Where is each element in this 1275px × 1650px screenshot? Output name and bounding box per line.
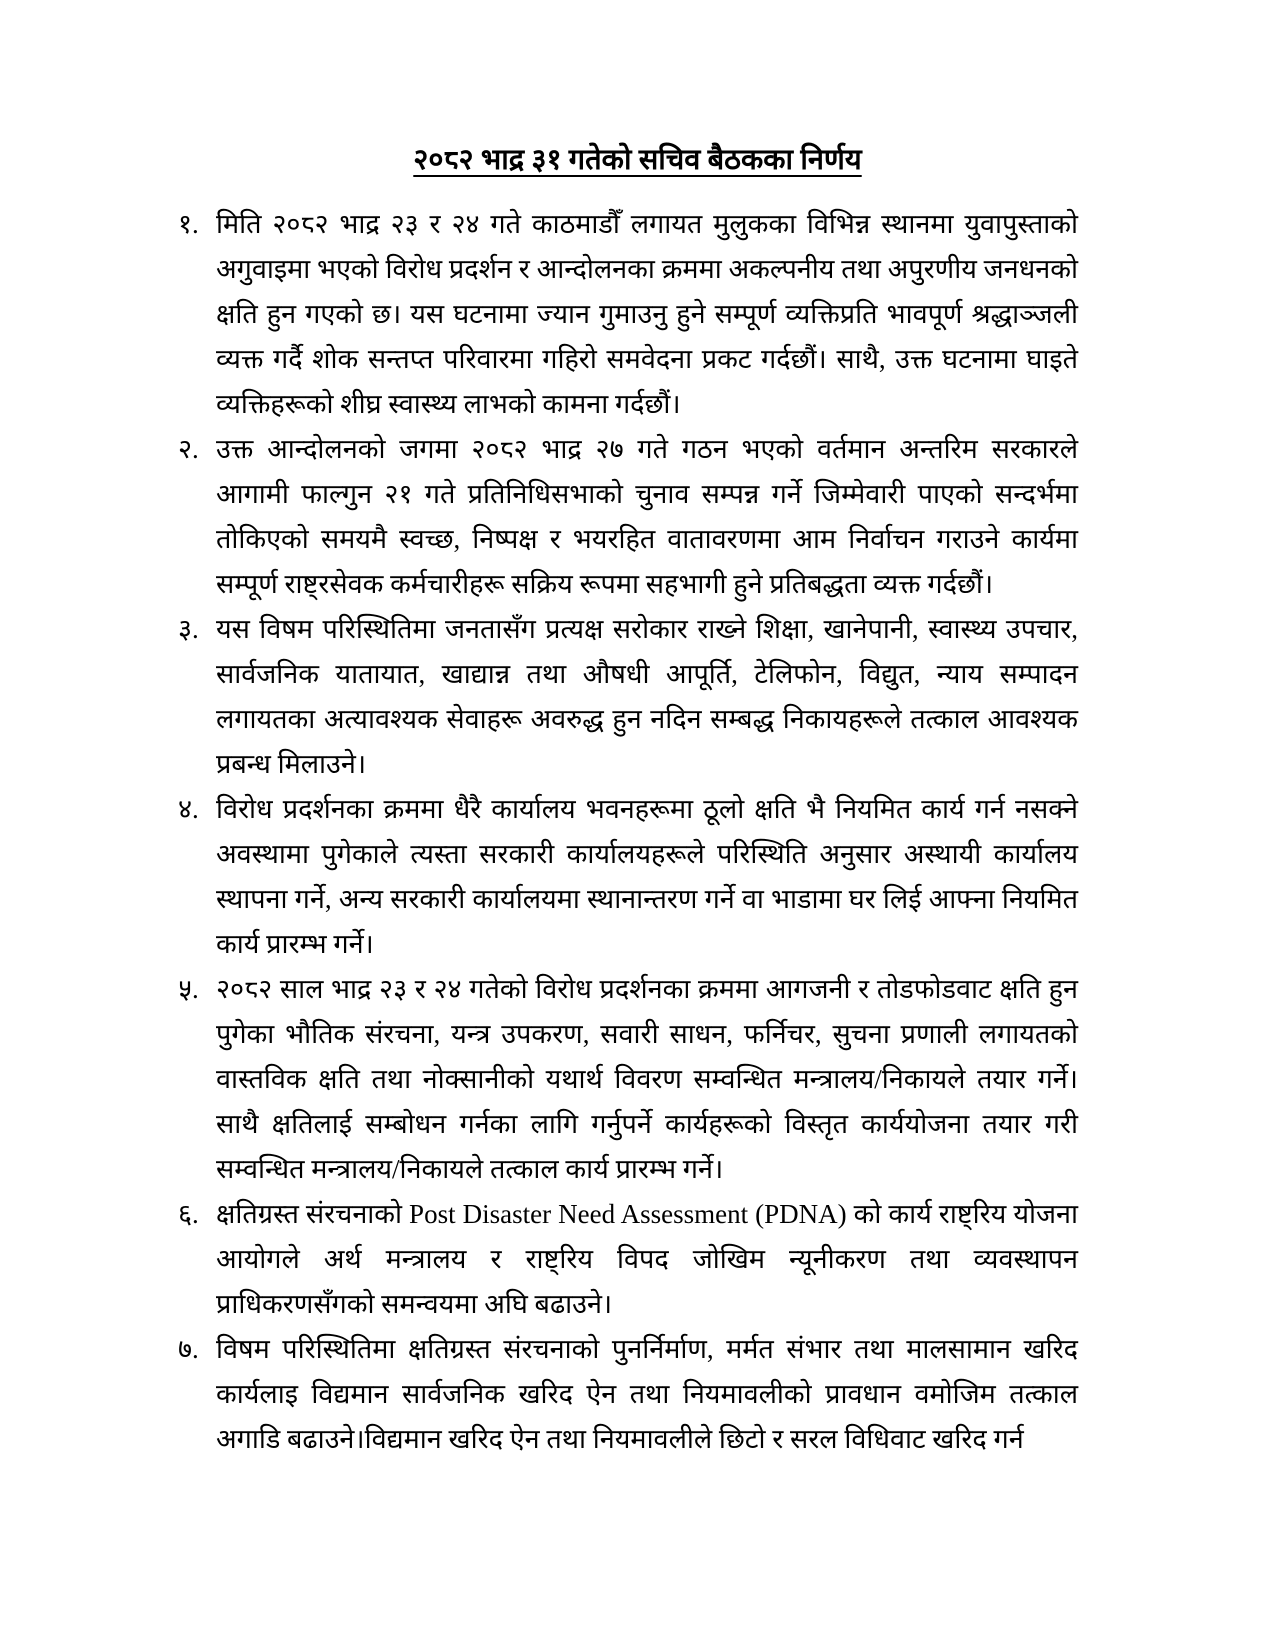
item-text: विषम परिस्थितिमा क्षतिग्रस्त संरचनाको पुनर्निर्माण, मर्मत संभार तथा मालसामान खरिद कार्यलाइ विद्यमान सार्वजनिक खरिद ऐन तथा नियमावलीको प्रावधान वमोजिम तत्काल अगाडि बढाउने।विद्यमान खरिद ऐन तथा नियमावलीले छिटो र सरल विधिवाट खरिद गर्न [216,1334,1079,1454]
decision-item-6 [178,1192,1078,1327]
decision-item-7 [178,1327,1078,1462]
item-text: मिति २०८२ भाद्र २३ र २४ गते काठमाडौँ लगायत मुलुकका विभिन्न स्थानमा युवापुस्ताको अगुवाइमा भएको विरोध प्रदर्शन र आन्दोलनका क्रममा अकल्पनीय तथा अपुरणीय जनधनको क्षति हुन गएको छ। यस घटनामा ज्यान गुमाउनु हुने सम्पूर्ण व्यक्तिप्रति भावपूर्ण श्रद्धाञ्जली व्यक्त गर्दै शोक सन्तप्त परिवारमा गहिरो समवेदना प्रकट गर्दछौं। साथै, उक्त घटनामा घाइते व्यक्तिहरूको शीघ्र स्वास्थ्य लाभको कामना गर्दछौं। [216,209,1078,419]
item-number: ३. [178,614,199,644]
item-text: उक्त आन्दोलनको जगमा २०८२ भाद्र २७ गते गठन भएको वर्तमान अन्तरिम सरकारले आगामी फाल्गुन २१ गते प्रतिनिधिसभाको चुनाव सम्पन्न गर्ने जिम्मेवारी पाएको सन्दर्भमा तोकिएको समयमै स्वच्छ, निष्पक्ष र भयरहित वातावरणमा आम निर्वाचन गराउने कार्यमा सम्पूर्ण राष्ट्रसेवक कर्मचारीहरू सक्रिय रूपमा सहभागी हुने प्रतिबद्धता व्यक्त गर्दछौं। [216,434,1078,599]
item-number: २. [178,434,199,464]
item-text: २०८२ साल भाद्र २३ र २४ गतेको विरोध प्रदर्शनका क्रममा आगजनी र तोडफोडवाट क्षति हुन पुगेका भौतिक संरचना, यन्त्र उपकरण, सवारी साधन, फर्निचर, सुचना प्रणाली लगायतको वास्तविक क्षति तथा नोक्सानीको यथार्थ विवरण सम्वन्धित मन्त्रालय/निकायले तयार गर्ने। साथै क्षतिलाई सम्बोधन गर्नका लागि गर्नुपर्ने कार्यहरूको विस्तृत कार्ययोजना तयार गरी सम्वन्धित मन्त्रालय/निकायले तत्काल कार्य प्रारम्भ गर्ने। [216,974,1078,1184]
item-number: ७. [178,1334,199,1364]
item-number: १. [178,209,199,239]
item-text: विरोध प्रदर्शनका क्रममा धैरै कार्यालय भवनहरूमा ठूलो क्षति भै नियमित कार्य गर्न नसक्ने अवस्थामा पुगेकाले त्यस्ता सरकारी कार्यालयहरूले परिस्थिति अनुसार अस्थायी कार्यालय स्थापना गर्ने, अन्य सरकारी कार्यालयमा स्थानान्तरण गर्ने वा भाडामा घर लिई आफ्ना नियमित कार्य प्रारम्भ गर्ने। [216,794,1078,959]
item-number: ४. [178,794,199,824]
decision-list [0,202,1275,1462]
decision-item-2 [178,427,1078,607]
decision-item-4 [178,787,1078,967]
item-text: क्षतिग्रस्त संरचनाको Post Disaster Need Assessment (PDNA) को कार्य राष्ट्रिय योजना आयोगले अर्थ मन्त्रालय र राष्ट्रिय विपद जोखिम न्यूनीकरण तथा व्यवस्थापन प्राधिकरणसँगको समन्वयमा अघि बढाउने। [216,1199,1078,1319]
document-title: २०८२ भाद्र ३१ गतेको सचिव बैठकका निर्णय [413,144,862,176]
item-number: ५. [178,974,199,1004]
item-number: ६. [178,1199,199,1229]
decision-item-3 [178,607,1078,787]
decision-item-1 [178,202,1078,427]
decision-item-5 [178,967,1078,1192]
item-text: यस विषम परिस्थितिमा जनतासँग प्रत्यक्ष सरोकार राख्ने शिक्षा, खानेपानी, स्वास्थ्य उपचार, सार्वजनिक यातायात, खाद्यान्न तथा औषधी आपूर्ति, टेलिफोन, विद्युत, न्याय सम्पादन लगायतका अत्यावश्यक सेवाहरू अवरुद्ध हुन नदिन सम्बद्ध निकायहरूले तत्काल आवश्यक प्रबन्ध मिलाउने। [216,614,1078,779]
